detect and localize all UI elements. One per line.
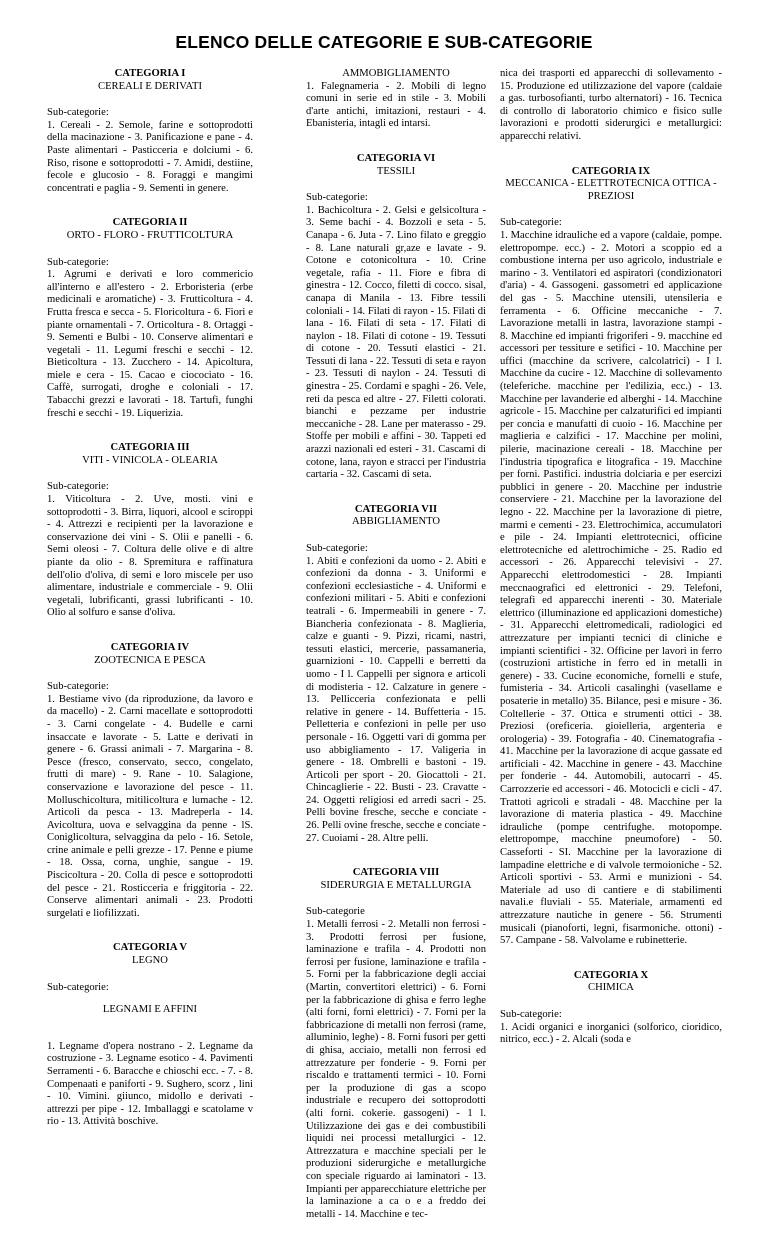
subcategory-text: 1. Acidi organici e inorganici (solforico, cioridico, nitrico, ecc.) - 2. Alcali (soda e [500,1021,722,1046]
category-title: CATEGORIA IX [571,165,651,177]
column-2 [306,68,486,1243]
category-5-header [47,942,253,967]
subgroup-heading: LEGNAMI E AFFINI [102,1004,198,1016]
column-3 [500,68,722,1069]
subcategory-label: Sub-categorie: [306,192,368,204]
category-subtitle: ZOOTECNICA E PESCA [94,654,206,666]
subcategory-label: Sub-categorie: [500,217,562,229]
subcategory-text: 1. Macchine idrauliche ed a vapore (caldaie, pompe. elettropompe. ecc.) - 2. Motori a scoppio ed a combustione interna per uso agricolo, industriale e marino - 3. Ventilatori ed aspiratori (condizionatori d'aria) - 4. Gassogeni. gassometri ed applicazione del gas - 5. Macchine utensili, utensileria e ferramenta - 6. Officine meccaniche - 7. Lavorazione metalli in lastra, lavorazione stampi - 8. Macchine ed impianti frigoriferi - 9. macchine ed accessori per tessiture e setifici - 10. Macchine per uffici (macchine da scrivere, calcolatrici) - I l. Macchine da cucire - 12. Macchine di sollevamento (teleferiche. macchine per l'edilizia, ecc.) - 13. Macchine per lavanderie ed alberghi - 14. Macchine agricole - 15. Macchine per calzaturifici ed impianti per concia e manufatti di cuoio - 16. Macchine per maglieria e calzifici - 17. Macchine per molini, pilerie, macinazione cereali - 18. Macchine per l'industria tipografica e litografica - 19. Macchine per forni. Pastifici. industria dolciaria e per esercizi pubblici in genere - 20. Macchine per industrie conserviere - 21. Macchine per la lavorazione del legno - 22. Macchine per la lavorazione di pietre, marmi e cementi - 23. Elettrochimica, accumulatori e pile - 24. Impianti elettrotecnici, officine elettrotecniche ed alettrochimiche - 25. Radio ed accessori - 26. Apparecchi televisivi - 27. Apparecchi elettrodomestici - 28. Impianti meccnaografici ed elettronici - 29. Telefoni, telegrafi ed apparecchi inerenti - 30. Materiale elettrico (illuminazione ed applicazioni domestiche) - 31. Apparecchi elettromedicali, radiologici ed attrezzature per impianti tecnici di cliniche e impianti scientifici - 32. Officine per lavori in ferro (costruzioni artistiche in ferro ed in metalli in genere) - 33. Cucine economiche, fornelli e stufe, fumisteria - 34. Articoli casalinghi (vasellame e posaterie in metallo) 35. Bilance, pesi e misure - 36. Coltellerie - 37. Ottica e strumenti ottici - 38. Preziosi (oreficeria. gioielleria, argenteria e orologeria) - 39. Fotografia - 40. Cinematografia - 41. Macchine per la lavorazione di acque gassate ed artificiali - 42. Macchine in genere - 43. Macchine per fonderie - 44. Automobili, autocarri - 45. Carrozzerie ed accessori - 46. Motocicli e cicli - 47. Trattoti agricoli e stradali - 48. Macchine per la lavorazione di materia plastica - 49. Macchine idrauliche (pompe centrifughe. motopompe. elettropompe, macchine pneumofore) - 50. Casseforti - SI. Macchine per la lavorazione di lampadine elettriche e di valvole termoioniche - 52. Articoli sportivi - 53. Armi e munizioni - 54. Materiale ad uso di cantiere e di stabilimenti navali.e fluviali - 55. Materiale, armamenti ed attrezzature nautiche in genere - 56. Strumenti musicali (pianoforti, legni, fisarmoniche. ottoni) - 57. Campane - 58. Valvolame e rubinetterie. [500,229,722,947]
category-3-header [47,442,253,467]
category-7-header [306,504,486,529]
category-1-header [47,68,253,93]
page-title: ELENCO DELLE CATEGORIE E SUB-CATEGORIE [175,32,593,52]
subcategory-label: Sub-categorie: [306,543,368,554]
category-title: CATEGORIA IV [110,641,190,653]
subcategory-label: Sub-categorie: [47,481,109,493]
category-subtitle: CHIMICA [588,982,634,994]
subcategory-text: 1. Bestiame vivo (da riproduzione, da lavoro e da macello) - 2. Carni macellate e sottoprodotti - 3. Carni congelate - 4. Budelle e carni insaccate e lavorate - 5. Latte e derivati in genere - 6. Grassi animali - 7. Margarina - 8. Pesce (fresco, conservato, secco, congelato, frutti di mare) - 9. Rane - 10. Salagione, conservazione e lavorazione del pesce - 11. Molluschicoltura, mitilicoltura e lumache - 12. Articoli da pesca - 13. Madreperla - 14. Avicoltura, uova e selvaggina da penne - lS. Coniglicoltura, selvaggina da pelo - 16. Setole, crine animale e pelli grezze - 17. Penne e piume - 18. Ossa, corna, unghie, sangue - 19. Piscicoltura - 20. Colla di pesce e sottoprodotti del pesce - 21. Rosticceria e friggitoria - 22. Conserve alimentari animali - 23. Prodotti surgelati e liofilizzati. [47,693,253,919]
category-title: CATEGORIA X [573,969,649,981]
subcategory-label: Sub-categorie: [47,981,109,993]
subcategory-text: nica dei trasporti ed apparecchi di sollevamento - 15. Produzione ed utilizzazione del vapore (caldaie a gas. turbosofianti, turbo alternatori) - 16. Tecnica di controllo di laboratorio chimico e fisico sulle lavorazioni e prodotti siderurgici e metallurgici: apparecchi relativi. [500,68,722,142]
category-title: CATEGORIA VI [356,152,436,164]
subcategory-text: 1. Legname d'opera nostrano - 2. Legname da costruzione - 3. Legname esotico - 4. Pavimenti Serramenti - 6. Baracche e chioschi ecc. - 7. - 8. Compenaati e paniforti - 9. Sughero, scorz , lini - 10. Vimini. giiunco, midollo e derivati - attrezzi per pipe - 12. Imballaggi e scatolame v rio - 13. Attività boschive. [47,1040,253,1128]
category-9-header [500,166,722,204]
category-subtitle: ORTO - FLORO - FRUTTICOLTURA [66,229,234,241]
category-8-header [306,867,486,892]
category-2-header [47,217,253,242]
category-subtitle: MECCANICA - ELETTROTECNICA OTTICA - PREZIOSI [505,178,717,202]
category-subtitle: LEGNO [132,955,168,967]
subcategory-text: 1. Metalli ferrosi - 2. Metalli non ferrosi - 3. Prodotti ferrosi per fusione, laminazione e trafila - 4. Prodotti non ferrosi per fusione, laminazione e trafila - 5. Forni per la fabbricazione degli acciai (Martin, convertitori elettrici) - 6. Forni per la fabbricazione di ghisa e ferro leghe (alti forni, forni elettrici) - 7. Forni per la fabbricazione di metalli non ferrosi (rame, alluminio, leghe) - 8. Forni fusori per getti di ghisa, acciaio, metalli non ferrosi ed attrezzature per fonderie - 9. Forni per riscaldo e trattamenti termici - 10. Forni per la produzione di gas a scopo industriale e recupero dei sottoprodotti (alti forni. cokerie. gassogeni) - 1 l. Utilizzazione dei gas e dei combustibili liquidi nei processi metallurgici - 12. Attrezzatura e macchine speciali per le produzioni siderurgiche e metallurgiche con speciale riguardo ai laminatori - 13. Impianti per apparecchiature elettriche per la laminazione a ca o e a freddo dei metalli - 14. Macchine e tec- [306,919,486,1220]
category-title: CATEGORIA V [112,942,188,954]
category-subtitle: ABBIGLIAMENTO [351,516,441,528]
category-subtitle: VITI - VINICOLA - OLEARIA [82,454,218,466]
subcategory-text: 1. Falegnameria - 2. Mobili di legno comuni in serie ed in stile - 3. Mobili d'arte antichi, imitazioni, restauri - 4. Ebanisteria, intagli ed intarsi. [306,80,486,130]
category-title: CATEGORIA I [114,68,186,79]
category-10-header [500,970,722,995]
subgroup-heading: AMMOBIGLIAMENTO [342,68,450,79]
category-title: CATEGORIA VII [354,503,438,515]
category-subtitle: SIDERURGIA E METALLURGIA [320,879,472,891]
subcategory-label: Sub-categorie [306,906,365,918]
category-title: CATEGORIA II [112,217,188,229]
subcategory-label: Sub-categorie: [47,681,109,693]
category-title: CATEGORIA VIII [352,867,440,879]
subcategory-text: 1. Viticoltura - 2. Uve, mosti. vini e sottoprodotti - 3. Birra, liquori, alcool e sciroppi - 4. Attrezzi e recipienti per la lavorazione e conservazione dei vini - S. Olii e panelli - 6. Semi oleosi - 7. Coltura delle olive e di altre piante da olio - 8. Spremitura e raffinatura dell'olio d'oliva, di semi e loro miscele per uso alimentare, industriale e commerciale - 9. Olii vegetali, lubrificanti, grassi lubrificanti - 10. Olio al solfuro e sanse d'oliva. [47,494,253,619]
subcategory-text: 1. Abiti e confezioni da uomo - 2. Abiti e confezioni da donna - 3. Uniformi e confezioni ecclesiastiche - 4. Uniformi e confezioni militari - 5. Abiti e confezioni teatrali - 6. Impermeabili in genere - 7. Biancheria confezionata - 8. Maglieria, calze e guanti - 9. Pizzi, ricami, nastri, tessuti elastici, mercerie, passamaneria, guarnizioni - 10. Cappelli e berretti da uomo - I l. Cappelli per signora e articoli di modisteria - 12. Calzature in genere - 13. Pellicceria confezionata e pelli relative in genere - 14. Buffetteria - 15. Pelletteria e confezioni in pelle per uso personale - 16. Oggetti vari di gomma per uso abbigliamento - 17. Valigeria in genere - 18. Ombrelli e bastoni - 19. Articoli per sport - 20. Giocattoli - 21. Chincaglierie - 22. Busti - 23. Cravatte - 24. Oggetti religiosi ed arredi sacri - 25. Pelli bovine fresche, secche e conciate - 26. Pelli ovine fresche, secche e conciate - 27. Cuoiami - 28. Altre pelli. [306,555,486,844]
column-1 [47,68,253,1151]
subcategory-label: Sub-categorie: [500,1008,562,1020]
category-subtitle: TESSILI [376,165,416,177]
subcategory-text: 1. Cereali - 2. Semole, farine e sottoprodotti della macinazione - 3. Panificazione e pane - 4. Paste alimentari - Pasticceria e dolciumi - 6. Riso, risone e sottoprodotti - 7. Amidi, destiine, fecole e glucosio - 8. Foraggi e mangimi concentrati e paglia - 9. Sementi in genere. [47,119,253,194]
subcategory-text: 1. Agrumi e derivati e loro commericio all'interno e all'estero - 2. Erboristeria (erbe medicinali e aromatiche) - 3. Frutticoltura - 4. Frutta fresca e secca - 5. Floricoltura - 6. Fiori e piante ornamentali - 7. Orticoltura - 8. Ortaggi - 9. Sementi e Bulbi - 10. Conserve alimentari e vegetali - 11. Legumi freschi e secchi - 12. Bieticoltura - 13. Zucchero - 14. Apicoltura, miele e cera - 15. Cacao e ciocociato - 16. Caffè, surrogati, droghe e coloniali - 17. Tabacchi grezzi e lavorati - 18. Tartufi, funghi freschi e secchi - 19. Liquerizia. [47,269,253,419]
category-4-header [47,642,253,667]
subcategory-label: Sub-categorie: [47,256,109,268]
subcategory-label: Sub-categorie: [47,107,109,119]
category-6-header [306,153,486,178]
category-title: CATEGORIA III [110,442,190,454]
category-subtitle: CEREALI E DERIVATI [98,80,202,92]
subcategory-text: 1. Bachicoltura - 2. Gelsi e gelsicoltura - 3. Seme bachi - 4. Bozzoli e seta - 5. Canapa - 6. Juta - 7. Lino filato e greggio - 8. Lane naturali gr,aze e lavate - 9. Cotone e cotonicoltura - 10. Crine vegetale, rafia - 11. Fiore e fibra di ginestra - 12. Cocco, filetti di cocco. sisal, canapa di Manila - 13. Fibre tessili coloniali - 14. Filati di rayon - 15. Filati di lana - 16. Filati di seta - 17. Filati di naylon - 18. Filati di cotone - 19. Tessuti di cotone - 20. Tessuti elastici - 21. Tessuti di lana - 22. Tessuti di seta e rayon - 23. Tessuti di naylon - 24. Tessuti di ginestra - 25. Cordami e spaghi - 26. Vele, reti da pesca ed altre - 27. Filetti colorati. bianchi e pezzame per industrie meccaniche - 28. Lane per materasso - 29. Stoffe per mobili e affini - 30. Tappeti ed arazzi nazionali ed esteri - 31. Cascami di cotone, lana, rayon e stracci per l'industria cartaria - 32. Cascami di seta. [306,204,486,481]
